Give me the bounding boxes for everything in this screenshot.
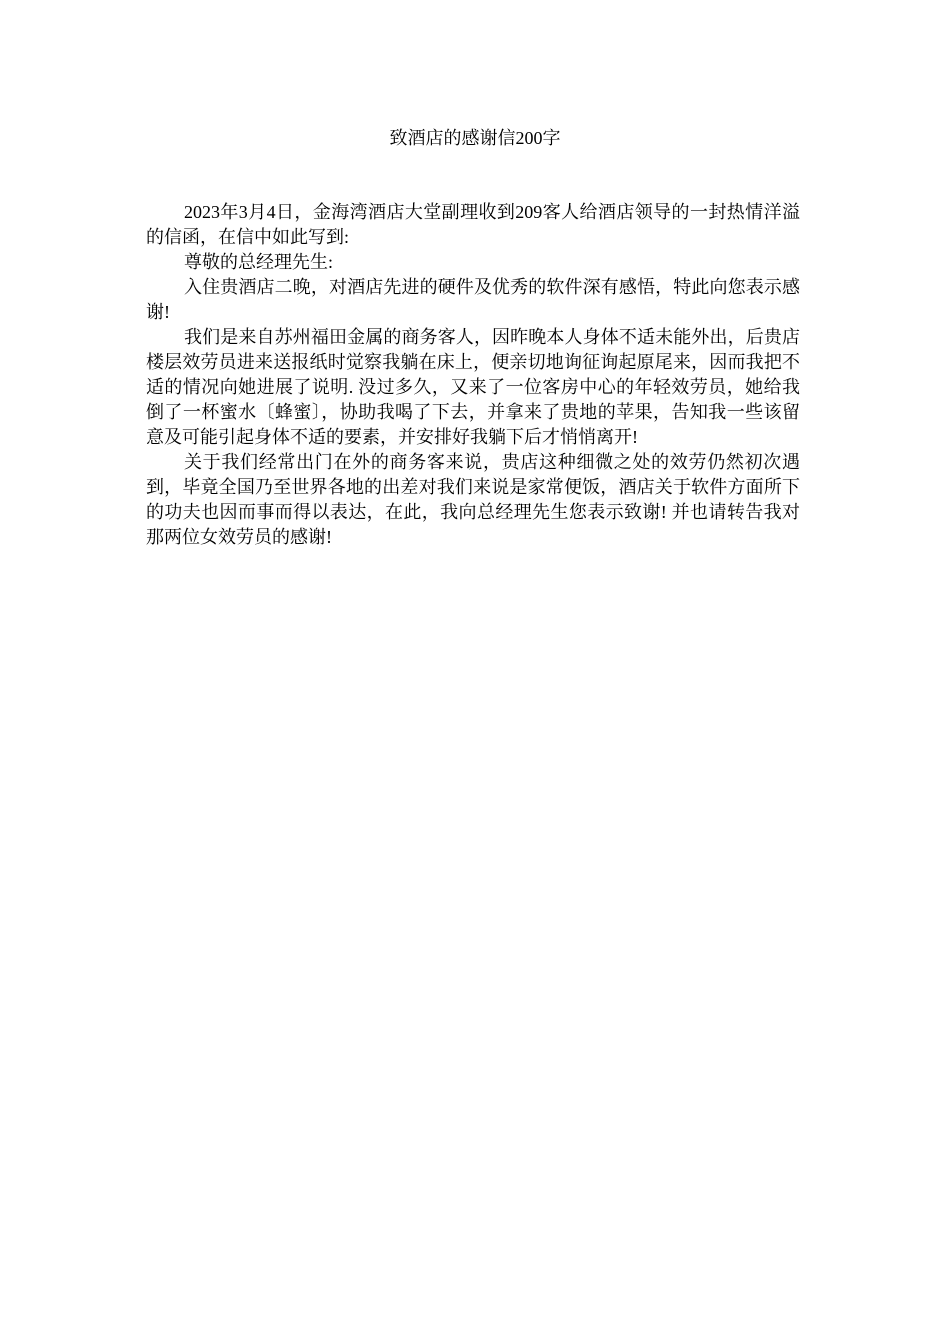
paragraph-salutation: 尊敬的总经理先生: xyxy=(184,252,334,272)
paragraph-story: 我们是来自苏州福田金属的商务客人，因昨晚本人身体不适未能外出，后贵店楼层效劳员进来送报纸时觉察我躺在床上，便亲切地询征询起原尾来，因而我把不适的情况向她进展了说明. 没过多久，又来了一位客房中心的年轻效劳员，她给我倒了一杯蜜水〔蜂蜜〕，协助我喝了下去，并拿来了贵地的苹果，告知我一些该留意及可能引起身体不适的要素，并安排好我躺下后才悄悄离开! xyxy=(146,327,800,447)
paragraph-intro: 2023年3月4日，金海湾酒店大堂副理收到209客人给酒店领导的一封热情洋溢的信函，在信中如此写到: xyxy=(146,202,800,247)
paragraph-closing: 关于我们经常出门在外的商务客来说，贵店这种细微之处的效劳仍然初次遇到，毕竟全国乃至世界各地的出差对我们来说是家常便饭，酒店关于软件方面所下的功夫也因而事而得以表达，在此，我向总经理先生您表示致谢! 并也请转告我对那两位女效劳员的感谢! xyxy=(146,452,800,547)
document-title: 致酒店的感谢信200字 xyxy=(389,128,561,148)
letter-body xyxy=(146,200,800,550)
paragraph-thanks: 入住贵酒店二晚，对酒店先进的硬件及优秀的软件深有感悟，特此向您表示感谢! xyxy=(146,277,800,322)
